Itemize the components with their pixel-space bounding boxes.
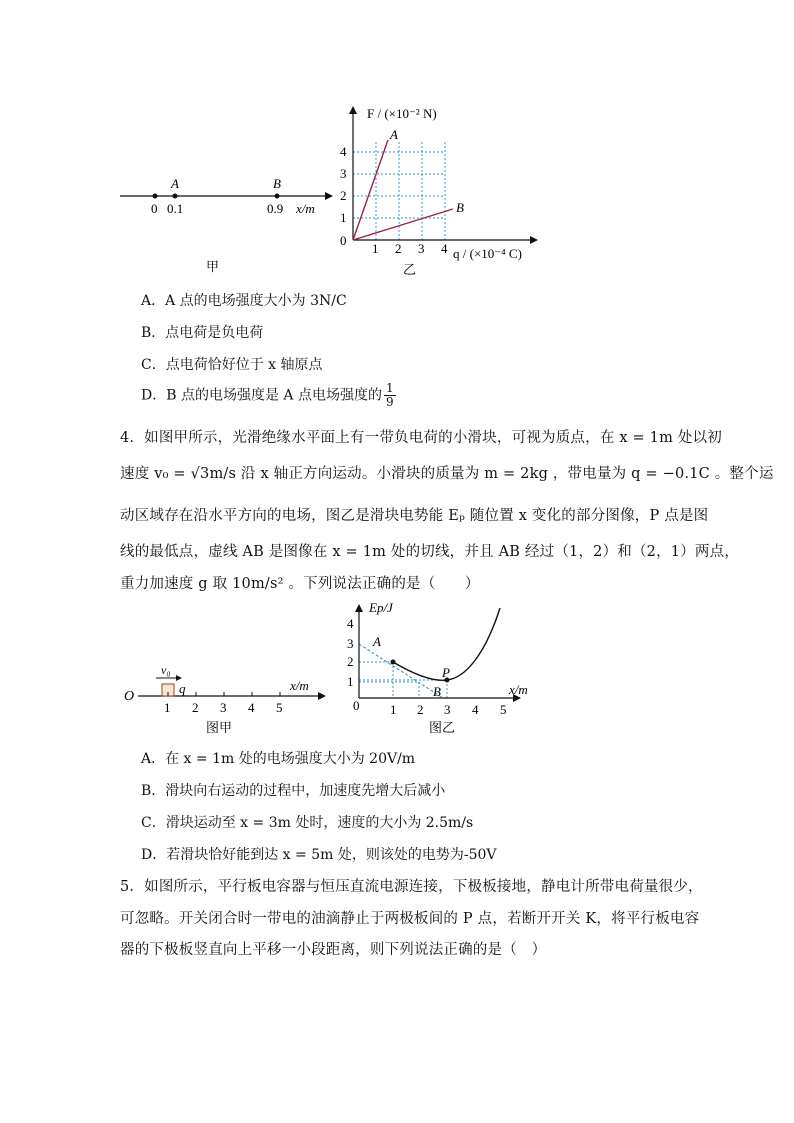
q3-option-a: A．A 点的电场强度大小为 3N/C bbox=[141, 293, 347, 309]
yi-ytick-2: 2 bbox=[340, 188, 347, 203]
q4-yi-A: A bbox=[373, 634, 381, 649]
q4-line-2: 速度 v₀ = √3m/s 沿 x 轴正方向运动。小滑块的质量为 m = 2kg ，带电量为 q = −0.1C 。整个运 bbox=[120, 466, 774, 482]
q4-line-3: 动区域存在沿水平方向的电场，图乙是滑块电势能 Eₚ 随位置 x 变化的部分图像，P 点是图 bbox=[120, 508, 709, 524]
jia-caption: 甲 bbox=[206, 259, 220, 274]
yi-x-arrow bbox=[530, 236, 538, 244]
q4-jia-v0: v₀ bbox=[161, 663, 171, 677]
q4-line-1: 4．如图甲所示，光滑绝缘水平面上有一带负电荷的小滑块，可视为质点，在 x = 1m 处以初 bbox=[120, 430, 722, 446]
q4-fig-yi bbox=[345, 600, 545, 740]
q4-yi-ytick-1: 1 bbox=[347, 674, 354, 689]
q4-yi-origin: 0 bbox=[353, 698, 360, 713]
q4-yi-caption: 图乙 bbox=[429, 720, 456, 735]
fraction-den: 9 bbox=[385, 395, 394, 409]
yi-line-B-label: B bbox=[456, 200, 464, 215]
yi-origin: 0 bbox=[340, 233, 347, 248]
yi-xtick-4: 4 bbox=[441, 241, 448, 256]
q3-option-d-text: D．B 点的电场强度是 A 点电场强度的 bbox=[141, 387, 382, 404]
yi-xtick-3: 3 bbox=[418, 241, 425, 256]
q5-line-3: 器的下极板竖直向上平移一小段距离，则下列说法正确的是（ ） bbox=[120, 942, 547, 958]
q4-yi-P: P bbox=[442, 665, 450, 680]
q3-option-d bbox=[141, 382, 396, 409]
jia-tick-0: 0 bbox=[151, 201, 158, 216]
q4-jia-axis-label: x/m bbox=[290, 678, 309, 693]
fig3-yi bbox=[335, 100, 550, 280]
q4-yi-x-label: x/m bbox=[509, 682, 528, 697]
jia-tick-09: 0.9 bbox=[267, 201, 284, 216]
q4-jia-tick-3: 3 bbox=[220, 700, 227, 715]
q4-jia-tick-1: 1 bbox=[164, 700, 171, 715]
yi-ytick-1: 1 bbox=[340, 210, 347, 225]
yi-ytick-4: 4 bbox=[340, 144, 347, 159]
q4-line-5: 重力加速度 g 取 10m/s² 。下列说法正确的是（ ） bbox=[120, 576, 480, 592]
yi-y-label: F / (×10⁻² N) bbox=[367, 106, 437, 121]
jia-point-origin bbox=[153, 194, 158, 199]
q4-jia-caption: 图甲 bbox=[206, 720, 233, 735]
jia-label-B: B bbox=[273, 176, 281, 191]
fig3-jia bbox=[115, 170, 335, 280]
q4-jia-tick-2: 2 bbox=[192, 700, 199, 715]
q3-option-d-fraction bbox=[384, 382, 396, 409]
q4-yi-xtick-2: 2 bbox=[417, 702, 424, 717]
q4-jia-q: q bbox=[179, 681, 186, 696]
q4-jia-tick-4: 4 bbox=[248, 700, 255, 715]
q4-yi-ytick-3: 3 bbox=[347, 636, 354, 651]
q3-option-c: C．点电荷恰好位于 x 轴原点 bbox=[141, 357, 323, 373]
q4-yi-ytick-4: 4 bbox=[347, 616, 354, 631]
jia-tick-01: 0.1 bbox=[167, 201, 184, 216]
yi-x-label: q / (×10⁻⁴ C) bbox=[453, 246, 522, 261]
jia-label-A: A bbox=[171, 176, 179, 191]
q4-yi-point-A bbox=[391, 660, 396, 665]
q4-yi-ytick-2: 2 bbox=[347, 654, 354, 669]
q4-yi-B: B bbox=[433, 684, 441, 699]
q5-line-1: 5．如图所示，平行板电容器与恒压直流电源连接，下极板接地，静电计所带电荷量很少， bbox=[120, 879, 703, 895]
yi-y-arrow bbox=[349, 106, 357, 114]
q4-option-b: B．滑块向右运动的过程中，加速度先增大后减小 bbox=[141, 783, 446, 799]
q4-option-d: D．若滑块恰好能到达 x = 5m 处，则该处的电势为-50V bbox=[141, 847, 497, 863]
q3-option-b: B．点电荷是负电荷 bbox=[141, 325, 264, 341]
q4-option-c: C．滑块运动至 x = 3m 处时，速度的大小为 2.5m/s bbox=[141, 815, 474, 831]
q5-line-2: 可忽略。开关闭合时一带电的油滴静止于两极板间的 P 点，若断开开关 K，将平行板电容 bbox=[120, 911, 700, 927]
fraction-num: 1 bbox=[385, 381, 394, 395]
jia-arrow bbox=[325, 192, 333, 200]
yi-xtick-2: 2 bbox=[395, 241, 402, 256]
yi-line-B bbox=[353, 209, 453, 240]
q4-yi-xtick-3: 3 bbox=[444, 702, 451, 717]
yi-ytick-3: 3 bbox=[340, 166, 347, 181]
q4-yi-y-arrow bbox=[355, 604, 363, 612]
q4-jia-tick-5: 5 bbox=[276, 700, 283, 715]
q4-yi-tangent-AB bbox=[359, 644, 443, 698]
q4-yi-y-label: Ep/J bbox=[369, 600, 393, 615]
q4-jia-origin: O bbox=[124, 689, 135, 704]
yi-line-A-label: A bbox=[390, 127, 398, 142]
q4-jia-arrow bbox=[318, 692, 326, 700]
q4-line-4: 线的最低点，虚线 AB 是图像在 x = 1m 处的切线，并且 AB 经过（1，2）和（2，1）两点， bbox=[120, 544, 740, 560]
q4-yi-xtick-1: 1 bbox=[390, 702, 397, 717]
jia-point-A bbox=[173, 194, 178, 199]
jia-point-B bbox=[275, 194, 280, 199]
q4-yi-xtick-4: 4 bbox=[472, 702, 479, 717]
q4-fig-jia bbox=[118, 660, 333, 740]
yi-caption: 乙 bbox=[403, 262, 417, 277]
jia-axis-label: x/m bbox=[296, 201, 315, 216]
q4-yi-xtick-5: 5 bbox=[500, 702, 507, 717]
yi-line-A bbox=[353, 140, 388, 240]
yi-xtick-1: 1 bbox=[372, 241, 379, 256]
q4-option-a: A．在 x = 1m 处的电场强度大小为 20V/m bbox=[141, 751, 416, 767]
